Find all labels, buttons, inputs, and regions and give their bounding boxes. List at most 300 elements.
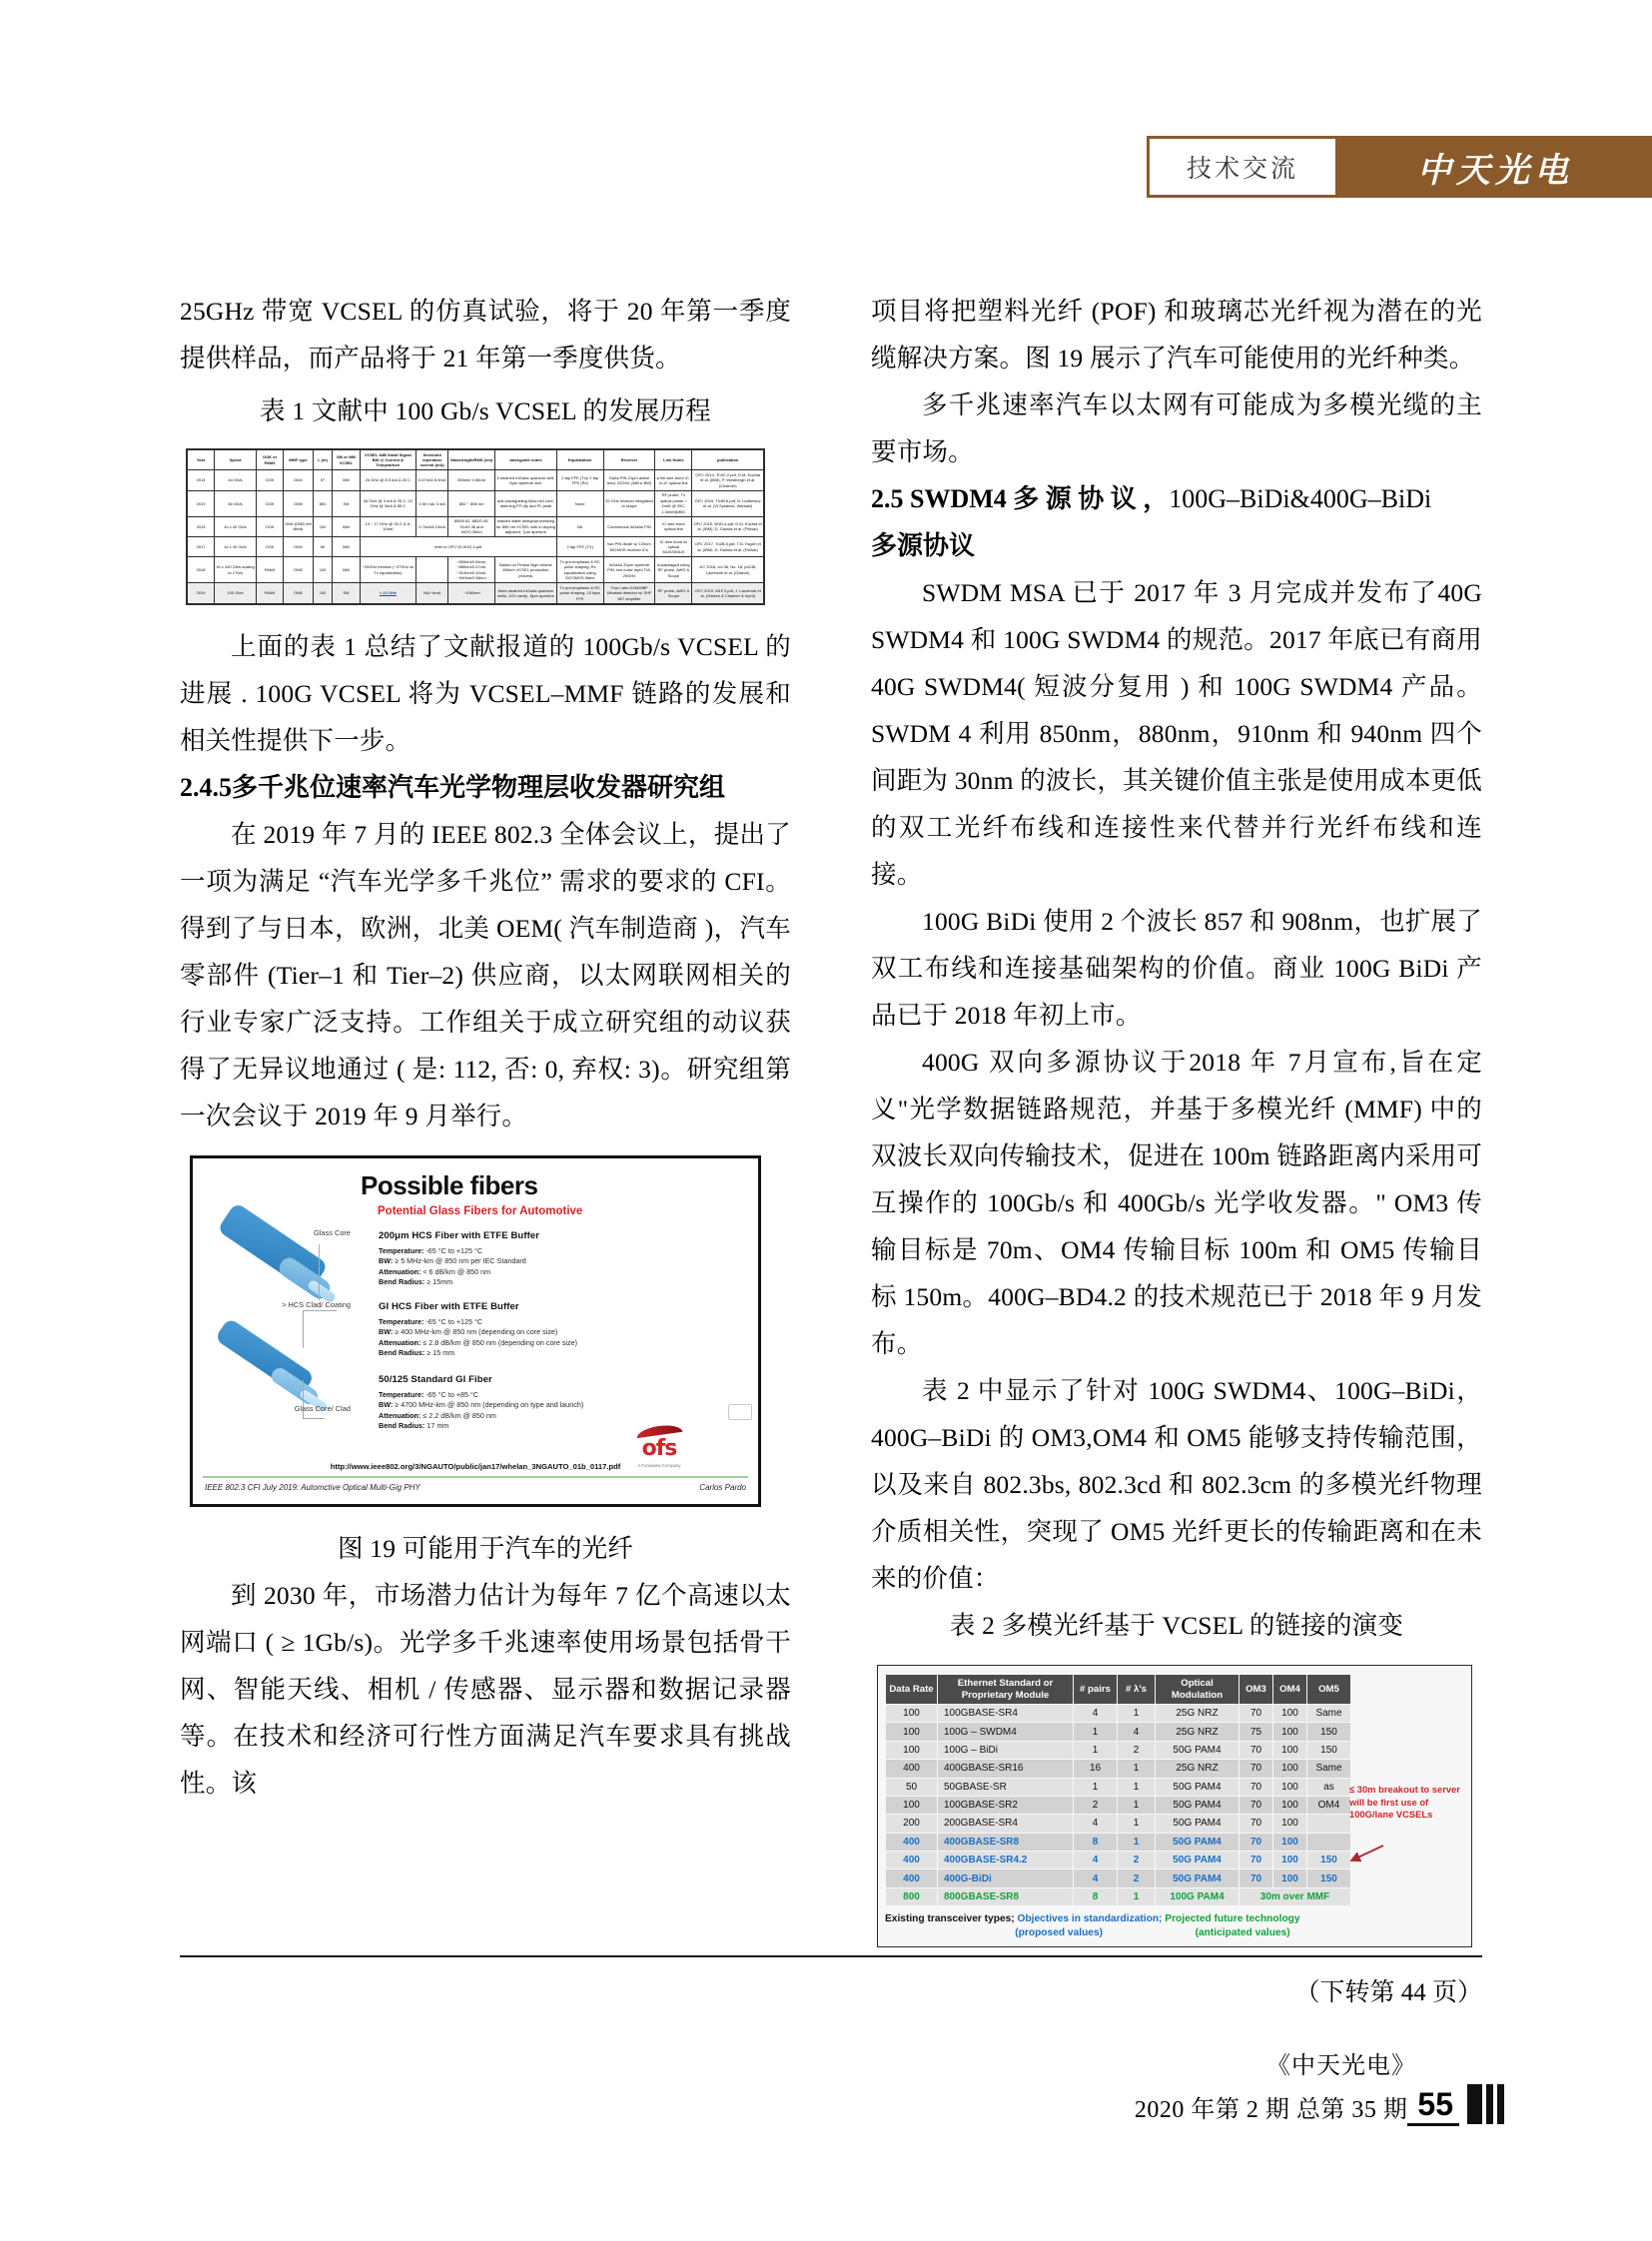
table2-cell: 100	[1273, 1833, 1307, 1851]
table1-link[interactable]: > 23 GHz	[379, 590, 397, 596]
table1-cell: 100	[313, 516, 333, 536]
right-para-3: SWDM MSA 已于 2017 年 3 月完成并发布了40G SWDM4 和 100G SWDM4 的规范。2017 年底已有商用 40G SWDM4( 短波分复用 ) 和 100G SWDM4 产品。SWDM 4 利用 850nm，880nm，910nm 和 940nm 四个间距为 30nm 的波长，其关键价值主张是使用成本更低的双工光纤布线和连接性来代替并行光纤布线和连接。	[871, 578, 1482, 889]
table2-cell: 1	[1118, 1778, 1156, 1796]
table2-cell: 100G – SWDM4	[938, 1723, 1074, 1741]
table2-legend-row2	[885, 1926, 1336, 1940]
figure19-fiber-block-1	[379, 1230, 539, 1288]
table2-cell: 150	[1307, 1741, 1351, 1759]
table1-cell: 2019	[188, 583, 215, 603]
table2-cell: 50G PAM4	[1156, 1815, 1239, 1833]
table1-cell	[416, 557, 448, 583]
table2-cell: OM4	[1307, 1796, 1351, 1814]
leader-line-clad-h	[303, 1310, 337, 1311]
table2	[885, 1674, 1351, 1906]
table1-cell: 2 tap FFE (Tx)/ 2 tap FFE (Rx)	[556, 470, 603, 490]
table1-cell: OFC 2017, Tu2B.5.pdf, T.N. Huynh et al. (IBM), D. Gazula et al. (Finisar)	[692, 537, 764, 557]
table2-cell: 100	[1273, 1815, 1307, 1833]
table1-cell: 2018	[188, 557, 215, 583]
left-column	[180, 288, 791, 1807]
table1-cell: 26 GHz @ 8.5 mA & 25 C	[360, 470, 416, 490]
fiber-spec-line: Temperature: -65 °C to +125 °C	[379, 1316, 483, 1326]
table1-cell: 64 Gb/s	[215, 470, 257, 490]
footer-bars-decoration	[1467, 2084, 1504, 2126]
table1-cell: OOK	[257, 516, 284, 536]
table2-header-row	[886, 1675, 1351, 1705]
figure19-title: Possible fibers	[361, 1169, 538, 1200]
table2-cell: 100	[1273, 1723, 1307, 1741]
table2-cell: 50G PAM4	[1156, 1796, 1239, 1814]
table2-row	[886, 1852, 1351, 1869]
table1-cell: OM5	[284, 557, 314, 583]
table2-cell: 70	[1239, 1796, 1273, 1814]
table2-row	[886, 1887, 1351, 1905]
table2-header-cell: OM3	[1239, 1675, 1273, 1705]
table2-row	[886, 1815, 1351, 1833]
table2-cell: 1	[1118, 1760, 1156, 1778]
table2-annotation: ≤ 30m breakout to server will be first use of 100G/lane VCSELs	[1349, 1784, 1460, 1820]
table2-cell: 25G NRZ	[1156, 1723, 1239, 1741]
fiber-spec-line: Attenuation: < 6 dB/km @ 850 nm	[379, 1266, 491, 1276]
left-para-3: 在 2019 年 7 月的 IEEE 802.3 全体会议上，提出了一项为满足 “汽车光学多千兆位” 需求的要求的 CFI。得到了与日本，欧洲，北美 OEM( 汽车制造商 )，汽车零部件 (Tier–1 和 Tier–2) 供应商，以太网联网相关的行业专家广泛支持。工作组关于成立研究组的动议获得了无异议地通过 ( 是: 112, 否: 0, 弃权: 3)。研究组第一次会议于 2019 年 9 月举行。	[180, 819, 791, 1130]
table2-cell: 4	[1074, 1869, 1118, 1887]
leader-line-core	[319, 1244, 320, 1300]
table2-cell: Same	[1307, 1760, 1351, 1778]
table1-header-cell: publication	[692, 450, 764, 470]
table1-cell: 4λ x 40 Gb/s	[215, 537, 257, 557]
table1-cell	[360, 583, 416, 603]
table2-cell: 50GBASE-SR	[938, 1778, 1074, 1796]
table2-cell: 400GBASE-SR4.2	[938, 1852, 1074, 1869]
table1-cell: OM5	[284, 490, 314, 516]
table1-cell: 5 strained InGaAs quantum well, 5μm aperture size	[495, 470, 557, 490]
heading-2-4-5: 2.4.5多千兆位速率汽车光学物理层收发器研究组	[180, 772, 726, 802]
table1-cell: 852 ~ 856 nm	[448, 490, 495, 516]
legend-blue-text: Objectives in standardization;	[1017, 1913, 1163, 1925]
leader-line-clad	[303, 1310, 304, 1348]
table1-header-cell: Year	[188, 450, 215, 470]
footer-magazine-title: 《中天光电》	[1266, 2053, 1416, 2079]
fiber-spec-line: Attenuation: ≤ 2.2 dB/km @ 850 nm	[379, 1410, 496, 1420]
table1-cell: 4λ x 100 Gb/s scaling to 1Tb/s	[215, 557, 257, 583]
table2-cell: 200	[886, 1815, 938, 1833]
table1-cell: 13 ~ 17 GHz @ 25 C & 8-10mA	[360, 516, 416, 536]
table2-cell: 100	[1273, 1796, 1307, 1814]
table2-cell: 400GBASE-SR16	[938, 1760, 1074, 1778]
table1-cell: NA	[556, 516, 603, 536]
table2-cell	[1307, 1815, 1351, 1833]
table1-cell: None	[556, 490, 603, 516]
table2-cell: 50G PAM4	[1156, 1741, 1239, 1759]
table1-header-cell: Wavelength/RMS (nm)	[448, 450, 495, 470]
table1-cell: MM	[333, 516, 360, 536]
table2-cell: 1	[1074, 1778, 1118, 1796]
slide-corner-box	[728, 1404, 752, 1420]
table2-row	[886, 1760, 1351, 1778]
table1-cell: 100	[313, 557, 333, 583]
figure-19-image	[190, 1155, 761, 1507]
table1-cell: standrd wafer design/processing for 850 nm VCSEL with in-doping adjusted, 7μm aperture	[495, 516, 557, 536]
table1-cell: OFC 2019, Th4B.6.pdf, N. Ledentsov et al. (VI Systems, Warsaw)	[692, 490, 764, 516]
table1-cell: 2017	[188, 537, 215, 557]
table2-row	[886, 1705, 1351, 1723]
table1-header-cell: waveguide notes	[495, 450, 557, 470]
figure19-label-glass-core-clad: Glass Core/ Clad	[294, 1403, 351, 1413]
right-para-5: 400G 双向多源协议于2018 年 7月宣布,旨在定义"光学数据链路规范，并基于多模光纤 (MMF) 中的双波长双向传输技术，促进在 100m 链路距离内采用可互操作的 100Gb/s 和 400Gb/s 光学收发器。" OM3 传输目标是 70m、OM4 传输目标 100m 和 OM5 传输目标 150m。400G–BD4.2 的技术规范已于 2018 年 9 月发布。	[871, 1048, 1482, 1358]
table1-cell: PAM4	[257, 557, 284, 583]
table2-cell: 1	[1118, 1887, 1156, 1905]
table2-header-cell: Optical Modulation	[1156, 1675, 1239, 1705]
table1-cell: anti-waveguiding AlAs-rich core, detuning FP-dip and PL peak	[495, 490, 557, 516]
table2-cell-merged: 30m over MMF	[1239, 1887, 1351, 1905]
table2-cell: 50G PAM4	[1156, 1778, 1239, 1796]
figure19-fiber-block-2	[379, 1301, 577, 1359]
table1-cell: InGaAs 20μm aperture PIN, low noise Inphi TIA, 29GHz	[603, 557, 655, 583]
footer-bar-3	[1497, 2084, 1504, 2124]
table2-caption: 表 2 多模光纤基于 VCSEL 的链接的演变	[949, 1611, 1404, 1640]
table2-cell: 1	[1118, 1833, 1156, 1851]
table2-container	[877, 1665, 1472, 1947]
table1-cell: OOK	[257, 537, 284, 557]
table2-cell: 100G PAM4	[1156, 1887, 1239, 1905]
table2-row	[886, 1869, 1351, 1887]
table1-head	[188, 450, 764, 470]
table1-header-cell: MMF type	[284, 450, 314, 470]
table2-cell: 150	[1307, 1852, 1351, 1869]
table1-cell: Tx pre-emphasis & RC pulse shaping; Rx equalization using SiCOMOS filters	[556, 557, 603, 583]
figure19-footer-right: Carlos Pardo	[699, 1482, 746, 1492]
table2-cell: 800	[886, 1887, 938, 1905]
table2-body	[886, 1705, 1351, 1906]
left-para-2: 上面的表 1 总结了文献报道的 100Gb/s VCSEL 的进展 . 100G VCSEL 将为 VCSEL–MMF 链路的发展和相关性提供下一步。	[180, 631, 791, 755]
table2-cell: 70	[1239, 1741, 1273, 1759]
table2-cell: 200GBASE-SR4	[938, 1815, 1074, 1833]
table2-cell: 70	[1239, 1869, 1273, 1887]
table2-header-cell: # λ's	[1118, 1675, 1156, 1705]
table2-cell: 70	[1239, 1705, 1273, 1723]
table2-header-cell: # pairs	[1074, 1675, 1118, 1705]
table1-row	[188, 557, 764, 583]
table1-cell: Based on Finisar high volume 850nm VCSEL production process	[495, 557, 557, 583]
table2-cell: 400	[886, 1852, 938, 1869]
footer-bar-2	[1486, 2084, 1493, 2124]
table2-row	[886, 1778, 1351, 1796]
table1-container	[186, 448, 765, 605]
table2-cell: 100GBASE-SR2	[938, 1796, 1074, 1814]
fiber-block-3-specs	[379, 1390, 583, 1432]
table2-cell: 150	[1307, 1723, 1351, 1741]
table1-cell: 0.7mA/8-10mA	[416, 516, 448, 536]
table1-cell: 32 GHz receiver integrated to scope	[603, 490, 655, 516]
table1-row	[188, 516, 764, 536]
table1-cell: OFC 2019, M1F.3.pdf, J. Lavrencik et al. (Gatech & Chalmer & Inphi)	[692, 583, 764, 603]
table2-header-cell: OM5	[1307, 1675, 1351, 1705]
heading-2-5-part2: 100G–BiDi&400G–BiDi	[1169, 484, 1432, 513]
table2-header-cell: Data Rate	[886, 1675, 938, 1705]
heading-2-5	[871, 475, 1482, 522]
table2-cell: 2	[1118, 1852, 1156, 1869]
fiber-illustration-bottom	[211, 1334, 361, 1434]
figure19-caption: 图 19 可能用于汽车的光纤	[337, 1533, 634, 1563]
figure19-fiber-block-3	[379, 1374, 583, 1432]
table1-caption: 表 1 文献中 100 Gb/s VCSEL 的发展历程	[260, 396, 711, 425]
table2-cell: 4	[1118, 1723, 1156, 1741]
table2-cell: 100	[1273, 1778, 1307, 1796]
table2-cell: 100	[886, 1741, 938, 1759]
table2-cell: 400G-BiDi	[938, 1869, 1074, 1887]
right-para-1: 项目将把塑料光纤 (POF) 和玻璃芯光纤视为潜在的光缆解决方案。图 19 展示了汽车可能使用的光纤种类。	[871, 297, 1482, 373]
fiber-spec-line: Temperature: -65 °C to +125 °C	[379, 1245, 483, 1255]
table2-cell: 100	[886, 1705, 938, 1723]
table2-cell: 50	[886, 1778, 938, 1796]
table2-cell: 4	[1074, 1852, 1118, 1869]
table2-cell: 70	[1239, 1833, 1273, 1851]
table2-header-cell: OM4	[1273, 1675, 1307, 1705]
table2-legend-row1	[885, 1912, 1336, 1926]
table1-cell: 855/0.62, 882/0.49, 914/0.36 and 947/0.35nm	[448, 516, 495, 536]
table1-cell: 2014	[188, 470, 215, 490]
table2-cell: 70	[1239, 1852, 1273, 1869]
table1-header-cell: VCSEL 3dB Small Signal BW @ Current & Tempearture	[360, 450, 416, 470]
table2-cell: 100	[886, 1796, 938, 1814]
table2-cell: 4	[1074, 1705, 1118, 1723]
footer-divider	[180, 1955, 1482, 1957]
fiber-spec-line: Bend Radius: ≥ 15mm	[379, 1277, 453, 1287]
fiber-block-2-heading: GI HCS Fiber with ETFE Buffer	[379, 1300, 519, 1312]
table2-cell: 25G NRZ	[1156, 1705, 1239, 1723]
table1-cell: 850nm/ 0.68nm	[448, 470, 495, 490]
footer-bar-1	[1467, 2084, 1482, 2124]
table2-cell: 2	[1074, 1796, 1118, 1814]
table1-cell: 100 Gb/s	[215, 583, 257, 603]
table1-cell: 2019	[188, 490, 215, 516]
table2-row	[886, 1723, 1351, 1741]
table1-header-cell: Equalization	[556, 450, 603, 470]
table1-cell: ~1060nm	[448, 583, 495, 603]
figure19-source-url: http://www.ieee802.org/3/NGAUTO/public/jan17/whelan_3NGAUTO_01b_0117.pdf	[330, 1461, 621, 1471]
spacer	[180, 605, 791, 623]
table2-cell: 100	[1273, 1869, 1307, 1887]
legend-green-subtext: (anticipated values)	[1195, 1927, 1290, 1939]
table1-header-cell: Speed	[215, 450, 257, 470]
table2-row	[886, 1833, 1351, 1851]
table2-cell: 70	[1239, 1815, 1273, 1833]
table1-cell: a full wire bond IC-to-IC optical link	[655, 470, 692, 490]
table2-cell: 100	[1273, 1760, 1307, 1778]
table2-cell: 2	[1118, 1869, 1156, 1887]
table1-cell: ~850nm/0.54nm, ~880nm/0.47nm, ~910nm/0.43nm, ~940nm/0.56nm	[448, 557, 495, 583]
fiber-spec-line: Temperature: -65 °C to +85 °C	[379, 1389, 479, 1399]
figure19-label-hcs-clad: > HCS Clad/ Coating	[282, 1299, 351, 1309]
table1-row	[188, 490, 764, 516]
table1-cell: OFC 2014, Th3C.2.pdf, D.M. Kuchta et al. (IBM), P. Westbergh et al. (Chalmer)	[692, 470, 764, 490]
table1-header-row	[188, 450, 764, 470]
left-para-4: 到 2030 年，市场潜力估计为每年 7 亿个高速以太网端口 ( ≥ 1Gb/s)。光学多千兆速率使用场景包括骨干网、智能天线、相机 / 传感器、显示器和数据记录器等。在技术和经济可行性方面满足汽车要求具有挑战性。该	[180, 1580, 791, 1798]
table2-row	[886, 1796, 1351, 1814]
table2-cell	[1307, 1833, 1351, 1851]
fiber-spec-line: Attenuation: ≤ 2.8 dB/km @ 850 nm (depending on core size)	[379, 1337, 577, 1347]
table2-cell: 400	[886, 1833, 938, 1851]
figure19-footer-left: IEEE 802.3 CFI July 2019: Automctive Optical Multi-Gig PHY	[205, 1482, 420, 1492]
fiber-spec-line: BW: ≥ 5 MHz-km @ 850 nm per IEC Standard	[379, 1256, 526, 1266]
table2-cell: 400GBASE-SR8	[938, 1833, 1074, 1851]
table2-cell: 8	[1074, 1887, 1118, 1905]
table1-cell: 2 tap FFE (TX)	[556, 537, 603, 557]
fiber-spec-line: BW: ≥ 400 MHz-km @ 850 nm (depending on core size)	[379, 1327, 558, 1337]
fiber-block-3-heading: 50/125 Standard GI Fiber	[379, 1373, 492, 1385]
right-para-4: 100G BiDi 使用 2 个波长 857 和 908nm，也扩展了双工布线和连接基础架构的价值。商业 100G BiDi 产品已于 2018 年初上市。	[871, 907, 1482, 1030]
table2-cell: 2	[1118, 1741, 1156, 1759]
table1-header-cell: OOK or PAM4	[257, 450, 284, 470]
table2-cell: 1	[1074, 1723, 1118, 1741]
table1-cell: SM	[333, 583, 360, 603]
table1-cell: Commercial InGaAs PIN	[603, 516, 655, 536]
heading-2-5-line2: 多源协议	[871, 531, 976, 560]
table2-cell: Same	[1307, 1705, 1351, 1723]
page-header	[0, 136, 1652, 198]
table1-row	[188, 583, 764, 603]
table2-legend	[885, 1912, 1336, 1940]
left-para-1: 25GHz 带宽 VCSEL 的仿真试验，将于 20 年第一季度提供样品，而产品将于 21 年第一季度供货。	[180, 297, 791, 373]
table1-cell: 2015	[188, 516, 215, 536]
table2-cell: 100GBASE-SR4	[938, 1705, 1074, 1723]
header-section-tag: 技术交流	[1147, 136, 1338, 198]
table1-cell: RF probe, AWG & Scope	[655, 583, 692, 603]
table2-cell: 400	[886, 1760, 938, 1778]
table2-cell: 1	[1118, 1705, 1156, 1723]
table1-cell: OM4	[284, 537, 314, 557]
table1-cell-merged: refer to OFC'15 W1D.4.pdf	[360, 537, 556, 557]
table2-cell: 70	[1239, 1760, 1273, 1778]
table1-cell: OOK	[257, 490, 284, 516]
footer-issue-text: 2020 年第 2 期 总第 35 期	[1134, 2097, 1408, 2123]
spacer	[180, 1507, 791, 1525]
right-para-2: 多千兆速率汽车以太网有可能成为多模光缆的主要市场。	[871, 390, 1482, 466]
table2-cell: 1	[1074, 1741, 1118, 1759]
table2-cell: as	[1307, 1778, 1351, 1796]
continued-note: （下转第 44 页）	[1294, 1979, 1482, 2006]
fiber-spec-line: Bend Radius: ≥ 15 mm	[379, 1348, 455, 1358]
table2-cell: 50G PAM4	[1156, 1833, 1239, 1851]
table1-cell: OM4 (DMD left tilted)	[284, 516, 314, 536]
table1-cell: MM	[333, 470, 360, 490]
table1-cell: OOK	[257, 470, 284, 490]
table2-row	[886, 1741, 1351, 1759]
table1-header-cell: Link Notes	[655, 450, 692, 470]
table2-cell: 50G PAM4	[1156, 1852, 1239, 1869]
table1-header-cell: L (m)	[313, 450, 333, 470]
table1-cell: RF probe, Tx optical power > 2mW @ 25C, 1.3mW@85C	[655, 490, 692, 516]
fiber-spec-line: Bend Radius: 17 mm	[379, 1421, 449, 1431]
table1-cell: 26 GHz @ 3 mA & 25 C; 22 GHz @ 3mA & 85 C	[360, 490, 416, 516]
table1-cell: 60 Gb/s	[215, 490, 257, 516]
table2-cell: 100G – BiDi	[938, 1741, 1074, 1759]
right-para-6: 表 2 中显示了针对 100G SWDM4、100G–BiDi，400G–BiDi 的 OM3,OM4 和 OM5 能够支持传输范围，以及来自 802.3bs, 802.3cd 和 802.3cm 的多模光纤物理介质相关性，突现了 OM5 光纤更长的传输距离和在未来的价值：	[871, 1376, 1482, 1593]
table2-cell: 100	[1273, 1741, 1307, 1759]
table2-cell: 800GBASE-SR8	[938, 1887, 1074, 1905]
table1-cell: PAM4	[257, 583, 284, 603]
table2-head	[886, 1675, 1351, 1705]
table2-cell: 400	[886, 1869, 938, 1887]
table1-cell: JLT 2018, vol 36, No. 18, p4138, Lavrencik et al. (Gatech)	[692, 557, 764, 583]
table1	[187, 449, 764, 604]
table1-cell: IC wire bond w/ optical MUX/DMUX	[655, 537, 692, 557]
table2-cell: 16	[1074, 1760, 1118, 1778]
table1-cell: 800	[313, 490, 333, 516]
table1-body	[188, 470, 764, 603]
table1-header-cell: SM or MM VCSEL	[333, 450, 360, 470]
table1-cell: three strained InGaAs quantum wells, 1/2λ cavity, .5μm aperture	[495, 583, 557, 603]
table1-cell: Thor Labs DXM30BF Ultrafast detector w/ SHF 807 amplifier	[603, 583, 655, 603]
table1-cell: 4λ x 40 Gb/s	[215, 516, 257, 536]
table1-cell: Tx pre-emphasis & RC pulse shaping, 10 taps FFE	[556, 583, 603, 603]
right-column	[871, 288, 1482, 1947]
table1-cell: OM4	[284, 470, 314, 490]
table2-cell: 4	[1074, 1815, 1118, 1833]
table2-cell: 100	[886, 1723, 938, 1741]
table2-cell: 50G PAM4	[1156, 1869, 1239, 1887]
table2-cell: 8	[1074, 1833, 1118, 1851]
table1-cell: GaAs PIN 21μm active area, 22GHz (3dB e-BW)	[603, 470, 655, 490]
table1-cell: unpackaged using RF probe, AWG & Scope	[655, 557, 692, 583]
table1-cell: two PIN diode w/ 130nm BiCMOS receiver ICs	[603, 537, 655, 557]
table1-header-cell: threshold /operation current (mA)	[416, 450, 448, 470]
table2-cell: 75	[1239, 1723, 1273, 1741]
table2-cell: 70	[1239, 1778, 1273, 1796]
fiber-block-1-specs	[379, 1246, 539, 1288]
ofs-wordmark: ofs	[641, 1435, 677, 1461]
legend-black-text: Existing transceiver types;	[885, 1913, 1015, 1925]
table1-row	[188, 470, 764, 490]
footer-page-number: 55	[1407, 2087, 1459, 2126]
table1-header-cell: Receiver	[603, 450, 655, 470]
table1-cell: 0.67mA/ 8.5mA	[416, 470, 448, 490]
footer-block	[1135, 2045, 1504, 2126]
fiber-spec-line: BW: ≥ 4700 MHz-km @ 850 nm (depending on type and launch)	[379, 1400, 584, 1410]
table1-cell: OFC 2015, W1D.4.pdf, D.M. Kuchta et al. (IBM), D. Gazula et al. (Finisar)	[692, 516, 764, 536]
legend-blue-subtext: (proposed values)	[1015, 1927, 1104, 1939]
figure19-footer	[205, 1483, 746, 1492]
table2-cell: 100	[1273, 1705, 1307, 1723]
ofs-tagline: A Furukawa Company	[637, 1462, 681, 1468]
table1-cell: NA/~6mA	[416, 583, 448, 603]
table1-cell: OM5	[284, 583, 314, 603]
fiber-block-1-heading: 200μm HCS Fiber with ETFE Buffer	[379, 1229, 540, 1241]
heading-2-5-part1: 2.5 SWDM4 多 源 协 议 ，	[871, 484, 1170, 513]
table1-cell: 50	[313, 537, 333, 557]
figure19-subtitle: Potential Glass Fibers for Automotive	[378, 1204, 583, 1217]
footer-issue-row	[1135, 2084, 1504, 2126]
legend-green-text: Projected future technology	[1165, 1913, 1300, 1925]
table1-cell: MM	[333, 557, 360, 583]
leader-line-core-clad-h	[303, 1418, 325, 1419]
table2-cell: 150	[1307, 1869, 1351, 1887]
table1-cell: 100	[313, 583, 333, 603]
table2-annotation-arrow-icon	[1347, 1844, 1385, 1864]
table1-cell: MM	[333, 537, 360, 557]
table2-cell: 25G NRZ	[1156, 1760, 1239, 1778]
table1-cell: 57	[313, 470, 333, 490]
table1-cell: ~20GHz intrinsic (~27GHz w/ Tx equalization)	[360, 557, 416, 583]
table1-cell: IC wire bond optical link	[655, 516, 692, 536]
table1-cell: 0.50 mA/ 3 mA	[416, 490, 448, 516]
table2-cell: 1	[1118, 1815, 1156, 1833]
figure19-divider	[203, 1476, 748, 1478]
header-brand-logo: 中天光电	[1338, 136, 1652, 198]
figure19-label-glass-core: Glass Core	[314, 1227, 351, 1237]
table2-header-cell: Ethernet Standard or Proprietary Module	[938, 1675, 1074, 1705]
fiber-block-2-specs	[379, 1317, 577, 1359]
table1-cell: SM	[333, 490, 360, 516]
